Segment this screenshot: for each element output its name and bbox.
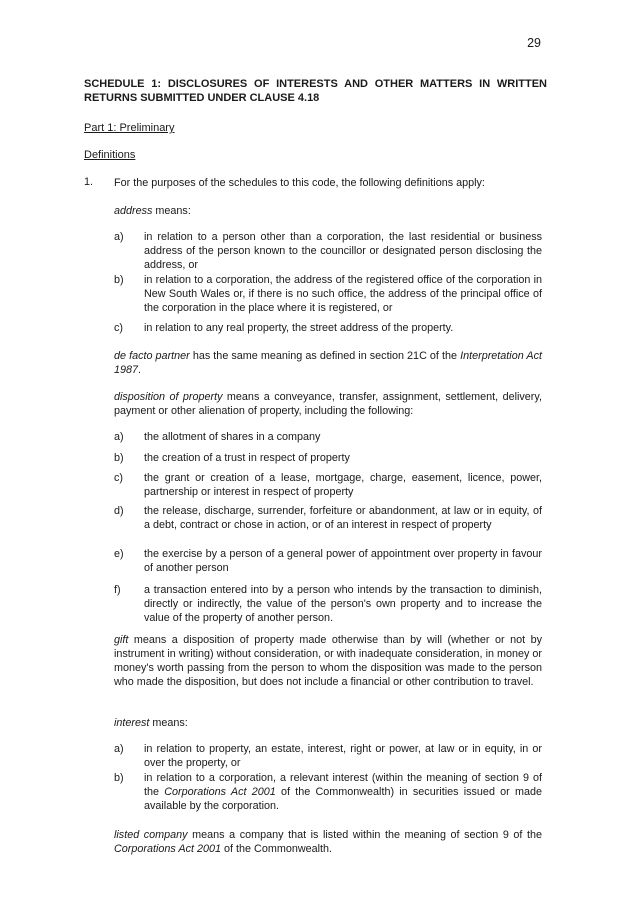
address-definition: address means: (114, 205, 191, 217)
schedule-heading: SCHEDULE 1: DISCLOSURES OF INTERESTS AND OTHER MATTERS IN WRITTEN RETURNS SUBMITTED UNDER CLAUSE 4.18 (84, 78, 547, 104)
term-listed-company: listed company (114, 829, 188, 841)
page-number: 29 (527, 36, 541, 50)
disposition-definition: disposition of property means a conveyance, transfer, assignment, settlement, delivery, payment or other alienation of property, including the following: (114, 391, 542, 417)
list-item: c) the grant or creation of a lease, mortgage, charge, easement, licence, power, partnership or interest in respect of property (114, 472, 542, 498)
definitions-title: Definitions (84, 149, 136, 161)
list-item: a) the allotment of shares in a company (114, 431, 321, 443)
clause-intro: For the purposes of the schedules to this code, the following definitions apply: (114, 177, 485, 189)
gift-definition: gift means a disposition of property made otherwise than by will (whether or not by instrument in writing) without consideration, or with inadequate consideration, in money or money's worth passing from the person to whom the disposition was made to the person who made the disposition, but does not include a financial or other contribution to travel. (114, 634, 542, 688)
term-de-facto: de facto partner (114, 350, 190, 362)
term-interest: interest (114, 717, 150, 729)
term-disposition: disposition of property (114, 391, 223, 403)
term-address: address (114, 205, 153, 217)
de-facto-definition: de facto partner has the same meaning as defined in section 21C of the Interpretation Act 1987. (114, 350, 542, 376)
list-item: c) in relation to any real property, the street address of the property. (114, 322, 454, 334)
list-item: a) in relation to property, an estate, interest, right or power, at law or in equity, in or over the property, or (114, 743, 542, 769)
list-item: b) the creation of a trust in respect of property (114, 452, 350, 464)
term-gift: gift (114, 634, 129, 646)
list-item: f) a transaction entered into by a person who intends by the transaction to diminish, directly or indirectly, the value of the person's own property and to increase the value of the property of another person. (114, 584, 542, 624)
list-item: a) in relation to a person other than a corporation, the last residential or business address of the person known to the councillor or designated person disclosing the address, or (114, 231, 542, 271)
list-item: d) the release, discharge, surrender, forfeiture or abandonment, at law or in equity, of a debt, contract or chose in action, or of an interest in respect of property (114, 505, 542, 531)
list-item: b) in relation to a corporation, the address of the registered office of the corporation in New South Wales or, if there is no such office, the address of the principal office of the corporation in the place where it is registered, or (114, 274, 542, 314)
list-item: e) the exercise by a person of a general power of appointment over property in favour of another person (114, 548, 542, 574)
list-item: b) in relation to a corporation, a relevant interest (within the meaning of section 9 of the Corporations Act 2001 of the Commonwealth) in securities issued or made available by the corporation. (114, 772, 543, 812)
clause-number: 1. (84, 176, 94, 188)
listed-company-definition: listed company means a company that is listed within the meaning of section 9 of the Corporations Act 2001 of the Commonwealth. (114, 829, 543, 855)
part-title: Part 1: Preliminary (84, 122, 175, 134)
interest-definition: interest means: (114, 717, 188, 729)
